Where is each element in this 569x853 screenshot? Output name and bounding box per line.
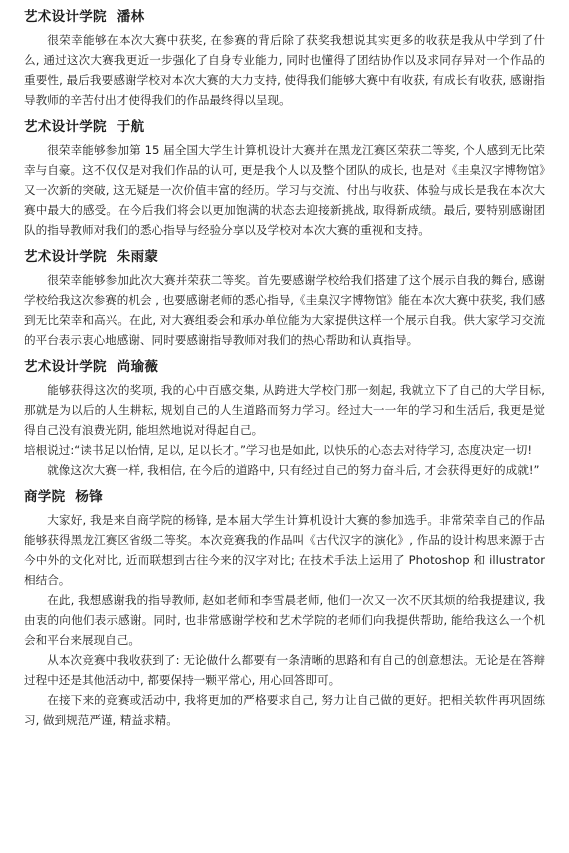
- paragraph: 从本次竞赛中我收获到了: 无论做什么都要有一条清晰的思路和有自己的创意想法。无论是在答辩过程中还是其他活动中, 都要保持一颗平常心, 用心回答即可。: [24, 653, 545, 687]
- paragraph: 在接下来的竞赛或活动中, 我将更加的严格要求自己, 努力让自己做的更好。把相关软件再巩固练习, 做到规范严谨, 精益求精。: [24, 693, 545, 727]
- paragraph: 能够获得这次的奖项, 我的心中百感交集, 从跨进大学校门那一刻起, 我就立下了自己的大学目标, 那就是为以后的人生耕耘, 规划自己的人生道路而努力学习。经过大一一年的学习和生活后, 我更是觉得自己没有浪费光阴, 能坦然地说对得起自己。: [24, 383, 545, 437]
- paragraph: 就像这次大赛一样, 我相信, 在今后的道路中, 只有经过自己的努力奋斗后, 才会获得更好的成就!”: [47, 463, 540, 477]
- testimonial-section: [24, 116, 545, 240]
- section-heading: 艺术设计学院 朱雨蒙: [24, 249, 159, 265]
- testimonial-section: [24, 356, 545, 480]
- paragraph: 在此, 我想感谢我的指导教师, 赵如老师和李雪晨老师, 他们一次又一次不厌其烦的给我提建议, 我由衷的向他们表示感谢。同时, 也非常感谢学校和艺术学院的老师们向我提供帮助, 能给我这么一个机会和平台来展现自己。: [24, 593, 545, 647]
- section-heading: 艺术设计学院 潘林: [24, 9, 145, 25]
- section-heading: 艺术设计学院 于航: [24, 119, 145, 135]
- paragraph: 培根说过:“读书足以怡情, 足以, 足以长才。”学习也是如此, 以快乐的心态去对待学习, 态度决定一切!: [24, 443, 533, 457]
- section-heading: 艺术设计学院 尚瑜薇: [24, 359, 159, 375]
- paragraph: 很荣幸能够参加第 15 届全国大学生计算机设计大赛并在黑龙江赛区荣获二等奖, 个人感到无比荣幸与自豪。这不仅仅是对我们作品的认可, 更是我个人以及整个团队的成长, 也是对《圭臬汉字博物馆》又一次新的突破, 这无疑是一次价值丰富的经历。学习与交流、付出与收获、体验与成长是我在本次大赛中最大的感受。在今后我们将会以更加饱满的状态去迎接新挑战, 取得新成绩。最后, 要特别感谢团队的指导教师对我们的悉心指导与经验分享以及学校对本次大赛的重视和支持。: [24, 143, 545, 237]
- testimonial-section: [24, 246, 545, 350]
- testimonial-section: [24, 486, 545, 730]
- section-heading: 商学院 杨锋: [24, 489, 103, 505]
- paragraph: 大家好, 我是来自商学院的杨锋, 是本届大学生计算机设计大赛的参加选手。非常荣幸自己的作品能够获得黑龙江赛区省级二等奖。本次竞赛我的作品叫《古代汉字的演化》, 作品的设计构思来源于古今中外的文化对比, 近而联想到古往今来的汉字对比; 在技术手法上运用了 Photoshop 和 illustrator 相结合。: [24, 513, 545, 587]
- paragraph: 很荣幸能够参加此次大赛并荣获二等奖。首先要感谢学校给我们搭建了这个展示自我的舞台, 感谢学校给我这次参赛的机会 , 也要感谢老师的悉心指导,《圭臬汉字博物馆》能在本次大赛中获奖, 我们感到无比荣幸和高兴。在此, 对大赛组委会和承办单位能为大家提供这样一个展示自我。供大家学习交流的平台表示衷心地感谢、同时要感谢指导教师对我们的热心帮助和认真指导。: [24, 273, 545, 347]
- testimonial-section: [24, 6, 545, 110]
- paragraph: 很荣幸能够在本次大赛中获奖, 在参赛的背后除了获奖我想说其实更多的收获是我从中学到了什么, 通过这次大赛我更近一步强化了自身专业能力, 同时也懂得了团结协作以及求同存异对一个作品的重要性, 最后我要感谢学校对本次大赛的大力支持, 使得我们能够大赛中有收获, 有成长有收获, 感谢指导教师的辛苦付出才使得我们的作品最终得以呈现。: [24, 33, 545, 107]
